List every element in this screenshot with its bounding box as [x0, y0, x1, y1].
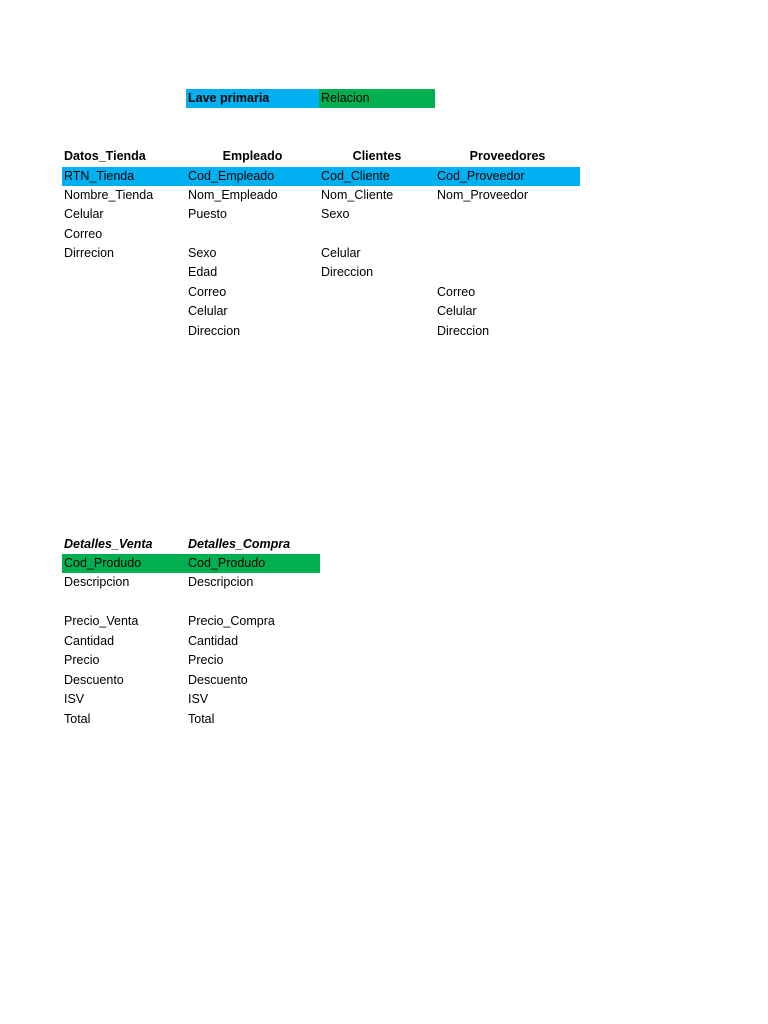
detalles-venta-field: ISV	[64, 692, 85, 706]
detalles-compra-field: Cantidad	[188, 634, 239, 648]
empleado-field: Celular	[188, 304, 228, 318]
datos-tienda-field: Dirrecion	[64, 246, 115, 260]
proveedores-field: Nom_Proveedor	[437, 188, 529, 202]
clientes-field: Celular	[321, 246, 361, 260]
detalles-venta-field: Cantidad	[64, 634, 115, 648]
detalles-venta-field: Descuento	[64, 673, 124, 687]
empleado-key: Cod_Empleado	[188, 169, 275, 183]
empleado-field: Correo	[188, 285, 227, 299]
detalles-compra-field: Descripcion	[188, 575, 254, 589]
detalles-compra-field: Descuento	[188, 673, 248, 687]
detalles-venta-key: Cod_Produdo	[64, 556, 142, 570]
datos-tienda-field: Nombre_Tienda	[64, 188, 154, 202]
datos-tienda-title: Datos_Tienda	[64, 149, 146, 163]
detalles-compra-field: Total	[188, 712, 215, 726]
detalles-venta-field: Total	[64, 712, 91, 726]
empleado-title: Empleado	[222, 149, 283, 163]
proveedores-field: Celular	[437, 304, 477, 318]
datos-tienda-key: RTN_Tienda	[64, 169, 135, 183]
detalles-compra-field: Precio	[188, 653, 224, 667]
clientes-field: Nom_Cliente	[321, 188, 394, 202]
datos-tienda-field: Correo	[64, 227, 103, 241]
empleado-field: Edad	[188, 265, 218, 279]
legend-relation: Relacion	[319, 89, 435, 108]
empleado-field: Direccion	[188, 324, 241, 338]
clientes-field: Sexo	[321, 207, 350, 221]
detalles-compra-field: Precio_Compra	[188, 614, 275, 628]
empleado-field: Sexo	[188, 246, 217, 260]
detalles-compra-title: Detalles_Compra	[188, 537, 291, 551]
empleado-field: Puesto	[188, 207, 227, 221]
detalles-venta-title: Detalles_Venta	[64, 537, 153, 551]
detalles-compra-field: ISV	[188, 692, 209, 706]
clientes-key: Cod_Cliente	[321, 169, 390, 183]
proveedores-title: Proveedores	[469, 149, 546, 163]
detalles-compra-key: Cod_Produdo	[188, 556, 266, 570]
clientes-field: Direccion	[321, 265, 374, 279]
datos-tienda-field: Celular	[64, 207, 104, 221]
detalles-venta-field: Descripcion	[64, 575, 130, 589]
detalles-venta-field: Precio_Venta	[64, 614, 139, 628]
empleado-field: Nom_Empleado	[188, 188, 278, 202]
proveedores-field: Direccion	[437, 324, 490, 338]
proveedores-key: Cod_Proveedor	[437, 169, 525, 183]
detalles-venta-field: Precio	[64, 653, 100, 667]
proveedores-field: Correo	[437, 285, 476, 299]
legend-primary-key: Lave primaria	[186, 89, 319, 108]
clientes-title: Clientes	[352, 149, 402, 163]
